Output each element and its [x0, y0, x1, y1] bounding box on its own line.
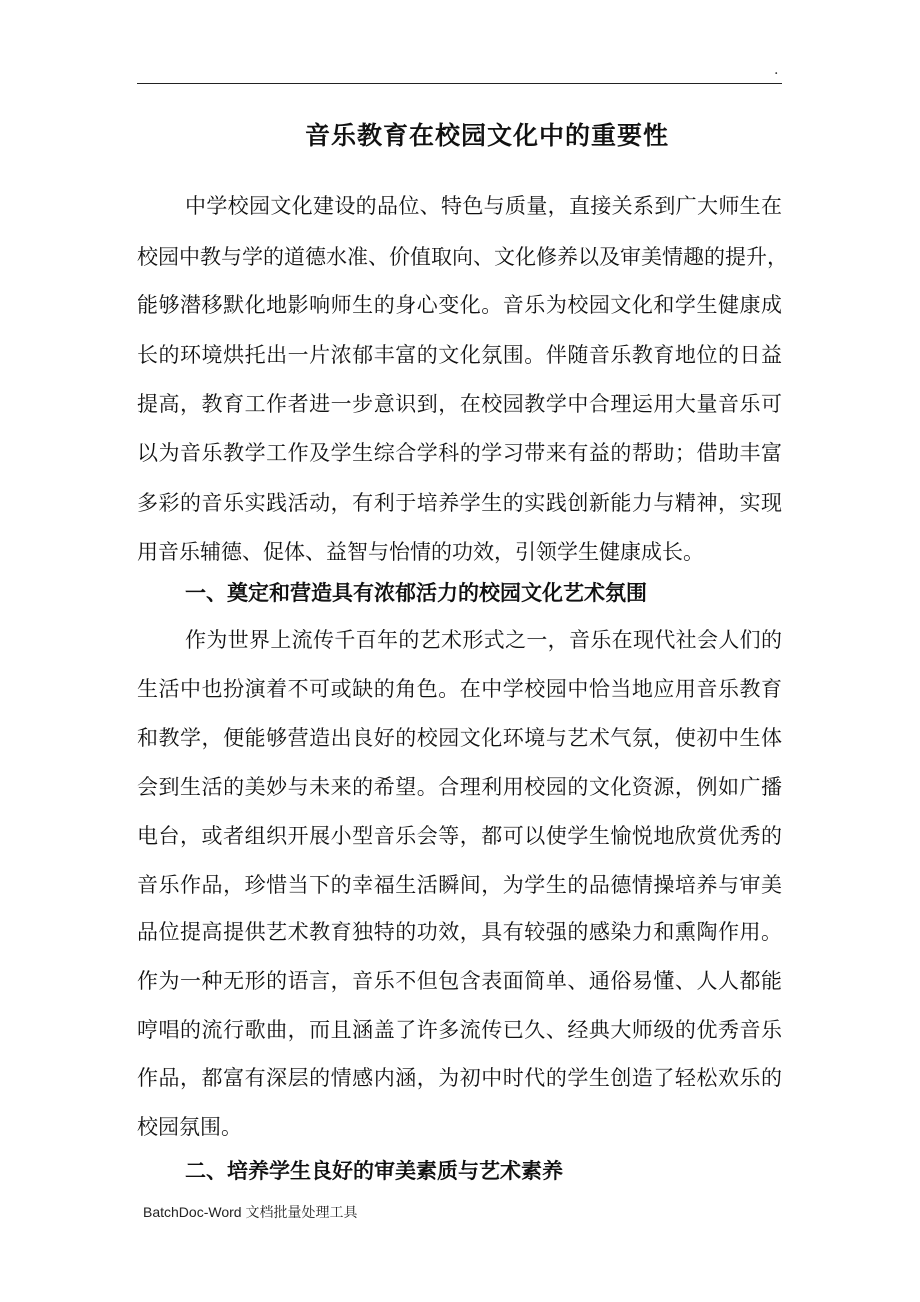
paragraph-line: 会到生活的美妙与未来的希望。合理利用校园的文化资源，例如广播: [137, 775, 782, 799]
paragraph-line: 校园氛围。: [137, 1115, 242, 1139]
paragraph-line: 作品，都富有深层的情感内涵，为初中时代的学生创造了轻松欢乐的: [137, 1066, 782, 1090]
paragraph-line: 长的环境烘托出一片浓郁丰富的文化氛围。伴随音乐教育地位的日益: [137, 343, 782, 367]
header-dot: .: [774, 62, 779, 78]
paragraph-line: 提高，教育工作者进一步意识到，在校园教学中合理运用大量音乐可: [137, 392, 782, 416]
paragraph-line: 音乐作品，珍惜当下的幸福生活瞬间，为学生的品德情操培养与审美: [137, 873, 782, 897]
paragraph-line: 电台，或者组织开展小型音乐会等，都可以使学生愉悦地欣赏优秀的: [137, 824, 782, 848]
paragraph-line: 用音乐辅德、促体、益智与怡情的功效，引领学生健康成长。: [137, 540, 704, 564]
paragraph-line: 中学校园文化建设的品位、特色与质量，直接关系到广大师生在: [185, 194, 782, 218]
section-heading-1: 一、奠定和营造具有浓郁活力的校园文化艺术氛围: [185, 580, 647, 605]
paragraph-line: 和教学，便能够营造出良好的校园文化环境与艺术气氛，使初中生体: [137, 726, 782, 750]
paragraph-line: 校园中教与学的道德水准、价值取向、文化修养以及审美情趣的提升，: [137, 245, 788, 269]
paragraph-line: 作为世界上流传千百年的艺术形式之一，音乐在现代社会人们的: [185, 628, 782, 652]
paragraph-line: 能够潜移默化地影响师生的身心变化。音乐为校园文化和学生健康成: [137, 293, 782, 317]
paragraph-line: 品位提高提供艺术教育独特的功效，具有较强的感染力和熏陶作用。: [137, 920, 782, 944]
section-heading-2: 二、培养学生良好的审美素质与艺术素养: [185, 1158, 563, 1183]
paragraph-line: 以为音乐教学工作及学生综合学科的学习带来有益的帮助；借助丰富: [137, 441, 782, 465]
paragraph-line: 作为一种无形的语言，音乐不但包含表面简单、通俗易懂、人人都能: [137, 969, 782, 993]
header-rule: [137, 83, 782, 84]
paragraph-line: 哼唱的流行歌曲，而且涵盖了许多流传已久、经典大师级的优秀音乐: [137, 1018, 782, 1042]
paragraph-line: 生活中也扮演着不可或缺的角色。在中学校园中恰当地应用音乐教育: [137, 677, 782, 701]
footer-text: BatchDoc-Word 文档批量处理工具: [143, 1204, 358, 1220]
paragraph-line: 多彩的音乐实践活动，有利于培养学生的实践创新能力与精神，实现: [137, 491, 782, 515]
document-title: 音乐教育在校园文化中的重要性: [304, 121, 669, 150]
